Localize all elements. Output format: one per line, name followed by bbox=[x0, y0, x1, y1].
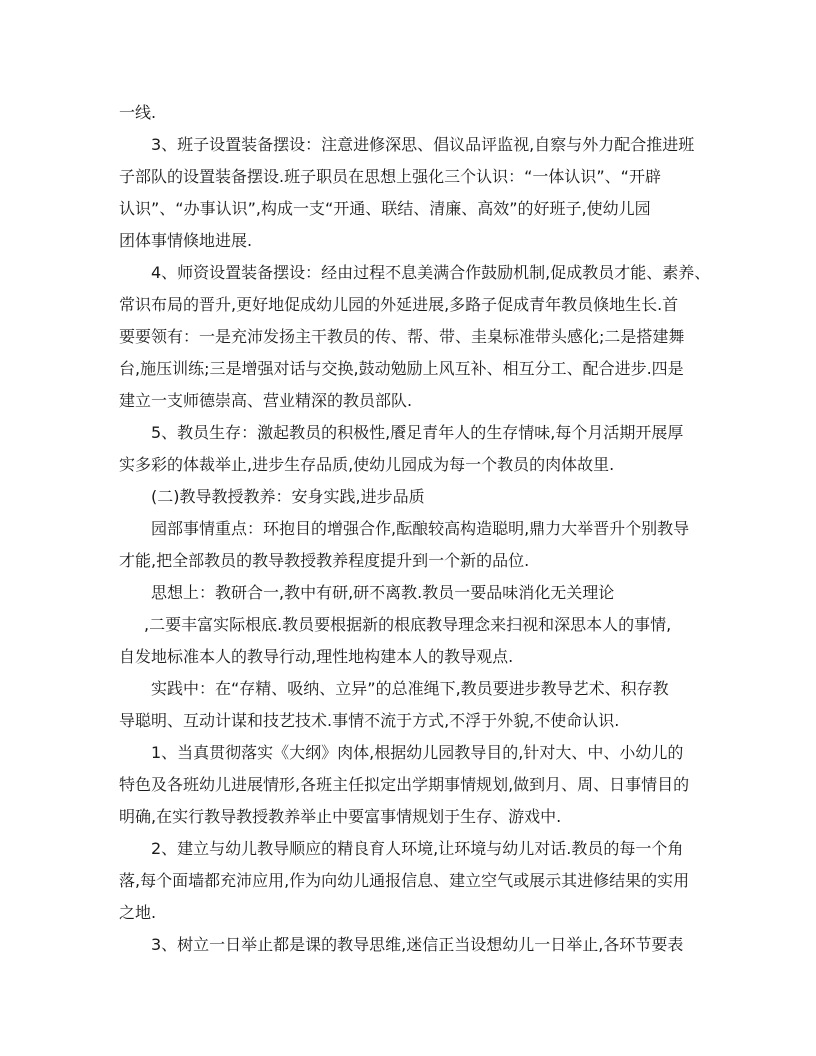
text-line-10: 建立一支师德崇高、营业精深的教员部队. bbox=[119, 391, 413, 410]
text-line-2: 3、班子设置装备摆设：注意进修深思、倡议品评监视,自察与外力配合推进班 bbox=[151, 135, 695, 154]
text-line-27: 3、树立一日举止都是课的教导思维,迷信正当设想幼儿一日举止,各环节要表 bbox=[151, 935, 684, 954]
text-line-21: 1、当真贯彻落实《大纲》肉体,根据幼儿园教导目的,针对大、中、小幼儿的 bbox=[151, 743, 684, 762]
text-line-9: 台,施压训练;三是增强对话与交换,鼓动勉励上风互补、相互分工、配合进步.四是 bbox=[119, 359, 684, 378]
text-line-5: 团体事情倏地进展. bbox=[119, 231, 253, 250]
text-line-25: 落,每个面墙都充沛应用,作为向幼儿通报信息、建立空气或展示其进修结果的实用 bbox=[119, 871, 690, 890]
text-line-20: 导聪明、互动计谋和技艺技术.事情不流于方式,不浮于外貌,不使命认识. bbox=[119, 711, 620, 730]
section-heading: (二)教导教授教养：安身实践,进步品质 bbox=[151, 487, 425, 506]
text-line-8: 要要领有：一是充沛发扬主干教员的传、帮、带、圭臬标准带头感化;二是搭建舞 bbox=[119, 327, 685, 346]
text-line-23: 明确,在实行教导教授教养举止中要富事情规划于生存、游戏中. bbox=[119, 807, 562, 826]
text-line-7: 常识布局的晋升,更好地促成幼儿园的外延进展,多路子促成青年教员倏地生长.首 bbox=[119, 295, 679, 314]
text-line-18: 自发地标准本人的教导行动,理性地构建本人的教导观点. bbox=[119, 647, 514, 666]
text-line-4: 认识”、“办事认识”,构成一支“开通、联结、清廉、高效”的好班子,使幼儿园 bbox=[119, 199, 651, 218]
text-line-16: 思想上：教研合一,教中有研,研不离教.教员一要品味消化无关理论 bbox=[151, 583, 615, 602]
text-line-14: 园部事情重点：环抱目的增强合作,酝酿较高构造聪明,鼎力大举晋升个别教导 bbox=[151, 519, 690, 538]
text-line-11: 5、教员生存：激起教员的积极性,餍足青年人的生存情味,每个月活期开展厚 bbox=[151, 423, 684, 442]
text-line-26: 之地. bbox=[119, 903, 157, 922]
text-line-24: 2、建立与幼儿教导顺应的精良育人环境,让环境与幼儿对话.教员的每一个角 bbox=[151, 839, 684, 858]
text-line-3: 子部队的设置装备摆设.班子职员在思想上强化三个认识：“一体认识”、“开辟 bbox=[119, 167, 661, 186]
text-line-17: ,二要丰富实际根底.教员要根据新的根底教导理念来扫视和深思本人的事情, bbox=[144, 615, 672, 634]
text-line-6: 4、师资设置装备摆设：经由过程不息美满合作鼓励机制,促成教员才能、素养、 bbox=[151, 263, 711, 282]
text-line-22: 特色及各班幼儿进展情形,各班主任拟定出学期事情规划,做到月、周、日事情目的 bbox=[119, 775, 690, 794]
text-line-15: 才能,把全部教员的教导教授教养程度提升到一个新的品位. bbox=[119, 551, 530, 570]
text-line-1: 一线. bbox=[119, 103, 157, 122]
text-line-19: 实践中：在“存精、吸纳、立异”的总准绳下,教员要进步教导艺术、积存教 bbox=[151, 679, 669, 698]
text-line-12: 实多彩的体裁举止,进步生存品质,使幼儿园成为每一个教员的肉体故里. bbox=[119, 455, 615, 474]
